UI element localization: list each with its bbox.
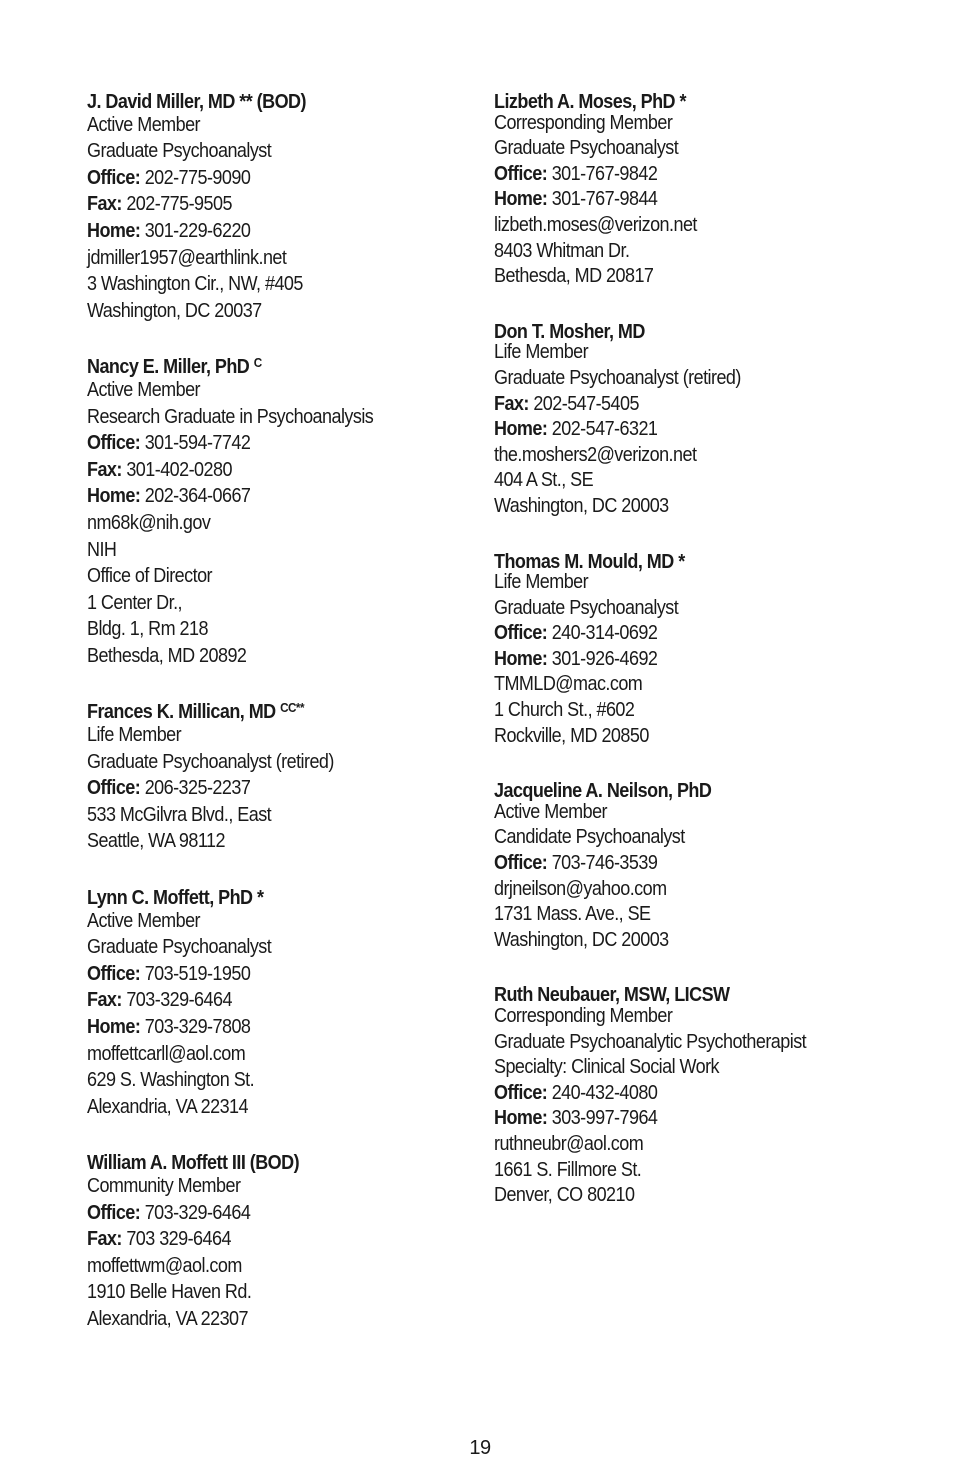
detail-value: Corresponding Member (494, 111, 673, 134)
detail-value: Office of Director (87, 565, 213, 588)
member-detail-line (87, 563, 438, 590)
detail-value: Active Member (87, 909, 201, 932)
member-name-text: Thomas M. Mould, MD (494, 550, 674, 573)
detail-value: Active Member (494, 800, 608, 823)
member-detail-line (87, 218, 438, 245)
member-detail-line (87, 1226, 438, 1253)
member-entry (494, 978, 914, 1208)
member-name-suffix: * (256, 887, 264, 910)
member-detail-line (87, 245, 438, 272)
detail-value: Active Member (87, 113, 201, 136)
detail-value: Bethesda, MD 20892 (87, 644, 247, 667)
detail-value: Graduate Psychoanalyst (494, 137, 679, 160)
member-detail-line (494, 877, 872, 903)
detail-value: Seattle, WA 98112 (87, 830, 225, 853)
member-detail-line (87, 934, 438, 961)
detail-value: Bethesda, MD 20817 (494, 265, 654, 288)
member-name (494, 774, 872, 803)
member-entry (87, 881, 477, 1120)
member-detail-line (87, 961, 438, 988)
member-name-text: Frances K. Millican, MD (87, 701, 276, 724)
detail-value: 202-775-9090 (140, 166, 251, 189)
detail-value: Graduate Psychoanalyst (494, 596, 679, 619)
detail-label: Office: (87, 166, 141, 189)
detail-value: Life Member (87, 724, 182, 747)
detail-label: Home: (494, 1107, 548, 1130)
member-detail-line (87, 749, 438, 776)
detail-value: 301-229-6220 (140, 219, 251, 242)
detail-value: Active Member (87, 378, 201, 401)
member-detail-line (87, 191, 438, 218)
member-detail-line (494, 392, 872, 418)
detail-label: Home: (87, 1016, 141, 1038)
member-detail-line (87, 616, 438, 643)
detail-value: 1 Center Dr., (87, 591, 183, 614)
member-detail-line (87, 298, 438, 325)
detail-value: moffettwm@aol.com (87, 1254, 242, 1277)
detail-value: 301-767-9842 (547, 162, 658, 185)
member-name-suffix: ** (BOD) (239, 91, 306, 113)
detail-value: lizbeth.moses@verizon.net (494, 213, 697, 236)
member-detail-line (87, 1041, 438, 1068)
detail-value: 1731 Mass. Ave., SE (494, 903, 651, 926)
member-detail-line (87, 802, 438, 829)
member-detail-line (494, 1004, 872, 1030)
detail-value: Graduate Psychoanalyst (87, 936, 272, 959)
detail-value: 240-432-4080 (547, 1081, 658, 1104)
detail-label: Fax: (87, 989, 122, 1012)
detail-value: 703 329-6464 (121, 1228, 231, 1251)
detail-value: Graduate Psychoanalyst (87, 140, 272, 163)
member-detail-line (87, 1200, 438, 1227)
member-detail-line (494, 902, 872, 928)
member-credential-mark: CC** (280, 700, 304, 716)
member-detail-line (494, 928, 872, 954)
member-detail-line (87, 165, 438, 192)
member-detail-line (494, 162, 872, 188)
detail-value: 301-767-9844 (547, 188, 658, 211)
detail-value: TMMLD@mac.com (494, 673, 643, 696)
detail-label: Home: (87, 485, 141, 508)
detail-value: Washington, DC 20037 (87, 299, 262, 322)
member-detail-line (87, 908, 438, 935)
member-entry (87, 85, 477, 324)
member-detail-line (87, 537, 438, 564)
member-detail-line (494, 340, 872, 366)
member-name-text: William A. Moffett III (BOD) (87, 1152, 300, 1175)
detail-value: Washington, DC 20003 (494, 494, 669, 517)
member-name-text: Nancy E. Miller, PhD (87, 356, 250, 379)
detail-value: 240-314-0692 (547, 622, 658, 645)
member-detail-line (494, 1081, 872, 1107)
member-name (494, 545, 872, 571)
member-detail-line (87, 722, 438, 749)
member-detail-line (87, 271, 438, 298)
member-detail-line (87, 112, 438, 139)
detail-value: 703-329-7808 (140, 1016, 251, 1038)
member-detail-line (494, 213, 872, 239)
detail-label: Home: (494, 418, 548, 441)
detail-label: Home: (494, 647, 548, 670)
detail-label: Office: (87, 962, 141, 985)
member-detail-line (494, 468, 872, 494)
member-name (494, 315, 872, 341)
detail-value: Graduate Psychoanalyst (retired) (87, 750, 334, 773)
detail-value: 202-547-5405 (528, 392, 639, 415)
detail-value: Life Member (494, 341, 589, 364)
member-detail-line (494, 187, 872, 213)
member-detail-line (494, 239, 872, 265)
detail-value: Alexandria, VA 22307 (87, 1307, 249, 1330)
detail-label: Office: (87, 777, 141, 800)
member-detail-line (494, 698, 872, 724)
detail-label: Fax: (494, 392, 529, 415)
member-entry (87, 695, 477, 855)
member-detail-line (87, 1306, 438, 1333)
member-detail-line (87, 404, 438, 431)
detail-value: 703-329-6464 (140, 1201, 251, 1224)
detail-label: Home: (87, 219, 141, 242)
member-name (494, 978, 872, 1007)
member-detail-line (87, 457, 438, 484)
detail-value: drjneilson@yahoo.com (494, 877, 667, 900)
member-detail-line (494, 647, 872, 673)
detail-value: Candidate Psychoanalyst (494, 826, 685, 849)
member-name-suffix: * (679, 91, 686, 113)
member-detail-line (494, 111, 872, 137)
detail-value: 533 McGilvra Blvd., East (87, 803, 272, 826)
detail-value: 404 A St., SE (494, 469, 594, 492)
member-name (494, 85, 872, 111)
member-name-text: Don T. Mosher, MD (494, 320, 645, 343)
member-detail-line (494, 621, 872, 647)
detail-value: 629 S. Washington St. (87, 1069, 255, 1092)
member-detail-line (87, 1067, 438, 1094)
detail-value: 202-775-9505 (121, 193, 232, 216)
member-detail-line (87, 510, 438, 537)
detail-label: Office: (87, 432, 141, 455)
detail-value: Alexandria, VA 22314 (87, 1095, 249, 1118)
member-detail-line (494, 136, 872, 162)
member-detail-line (494, 1030, 872, 1056)
detail-value: 202-364-0667 (140, 485, 251, 508)
member-detail-line (87, 1253, 438, 1280)
detail-value: nm68k@nih.gov (87, 511, 211, 534)
detail-value: moffettcarll@aol.com (87, 1042, 246, 1065)
detail-value: Corresponding Member (494, 1005, 673, 1027)
detail-value: Life Member (494, 571, 589, 594)
member-name-text: Lizbeth A. Moses, PhD (494, 91, 676, 113)
member-name-text: Ruth Neubauer, MSW, LICSW (494, 984, 730, 1007)
member-detail-line (494, 443, 872, 469)
detail-value: Graduate Psychoanalytic Psychotherapist (494, 1030, 807, 1053)
member-detail-line (87, 1173, 438, 1200)
member-detail-line (87, 1279, 438, 1306)
member-name (87, 350, 438, 377)
member-detail-line (494, 570, 872, 596)
member-name-suffix: * (678, 550, 685, 573)
member-detail-line (87, 590, 438, 617)
detail-value: 8403 Whitman Dr. (494, 239, 630, 262)
detail-value: Denver, CO 80210 (494, 1184, 635, 1207)
detail-value: Rockville, MD 20850 (494, 724, 649, 747)
member-detail-line (494, 1106, 872, 1132)
member-entry (494, 315, 914, 520)
detail-label: Fax: (87, 458, 122, 481)
member-detail-line (494, 851, 872, 877)
detail-label: Office: (494, 162, 548, 185)
member-entry (87, 350, 477, 669)
detail-label: Fax: (87, 193, 122, 216)
detail-value: ruthneubr@aol.com (494, 1132, 644, 1155)
detail-value: 3 Washington Cir., NW, #405 (87, 273, 303, 296)
member-name-text: Lynn C. Moffett, PhD (87, 887, 253, 910)
member-name (87, 695, 438, 722)
detail-label: Office: (494, 852, 548, 875)
detail-value: Research Graduate in Psychoanalysis (87, 405, 374, 428)
detail-value: 206-325-2237 (140, 777, 251, 800)
member-detail-line (87, 483, 438, 510)
member-detail-line (494, 1158, 872, 1184)
page-number: 19 (469, 1437, 491, 1459)
member-detail-line (494, 264, 872, 290)
detail-value: 703-329-6464 (121, 989, 232, 1012)
member-detail-line (87, 828, 438, 855)
member-detail-line (494, 825, 872, 851)
member-detail-line (494, 596, 872, 622)
member-detail-line (87, 430, 438, 457)
member-detail-line (494, 417, 872, 443)
detail-value: 202-547-6321 (547, 418, 658, 441)
detail-value: 301-926-4692 (547, 647, 658, 670)
detail-value: the.moshers2@verizon.net (494, 443, 697, 466)
member-detail-line (494, 494, 872, 520)
member-detail-line (87, 643, 438, 670)
member-detail-line (87, 775, 438, 802)
member-name (87, 1146, 438, 1173)
detail-value: 703-519-1950 (140, 962, 251, 985)
member-detail-line (494, 724, 872, 750)
member-credential-mark: C (253, 355, 262, 371)
member-detail-line (87, 377, 438, 404)
member-detail-line (494, 366, 872, 392)
member-detail-line (87, 138, 438, 165)
member-name (87, 881, 438, 908)
member-entry (494, 545, 914, 750)
detail-value: 301-594-7742 (140, 432, 251, 455)
member-detail-line (87, 1094, 438, 1121)
member-name (87, 85, 438, 112)
member-entry (87, 1146, 477, 1332)
detail-value: jdmiller1957@earthlink.net (87, 246, 287, 269)
detail-value: 301-402-0280 (121, 458, 232, 481)
member-entry (494, 774, 914, 953)
member-name-text: Jacqueline A. Neilson, PhD (494, 780, 712, 803)
detail-label: Home: (494, 188, 548, 211)
member-detail-line (494, 1132, 872, 1158)
detail-value: 1910 Belle Haven Rd. (87, 1281, 252, 1304)
member-detail-line (87, 1014, 438, 1041)
detail-label: Fax: (87, 1228, 122, 1251)
member-detail-line (494, 1055, 872, 1081)
directory-column-left (87, 85, 477, 1359)
detail-value: 703-746-3539 (547, 852, 658, 875)
detail-value: Specialty: Clinical Social Work (494, 1056, 720, 1079)
detail-value: 1 Church St., #602 (494, 699, 635, 722)
detail-value: Community Member (87, 1174, 241, 1197)
detail-label: Office: (494, 1081, 548, 1104)
detail-value: NIH (87, 538, 117, 561)
detail-label: Office: (87, 1201, 141, 1224)
detail-value: 303-997-7964 (547, 1107, 658, 1130)
member-entry (494, 85, 914, 290)
member-name-text: J. David Miller, MD (87, 91, 235, 113)
detail-value: Washington, DC 20003 (494, 928, 669, 951)
detail-value: Graduate Psychoanalyst (retired) (494, 366, 741, 389)
detail-label: Office: (494, 622, 548, 645)
detail-value: 1661 S. Fillmore St. (494, 1158, 642, 1181)
member-detail-line (494, 672, 872, 698)
member-detail-line (87, 987, 438, 1014)
directory-column-right (494, 85, 914, 1234)
member-detail-line (494, 800, 872, 826)
detail-value: Bldg. 1, Rm 218 (87, 618, 208, 641)
member-detail-line (494, 1183, 872, 1209)
